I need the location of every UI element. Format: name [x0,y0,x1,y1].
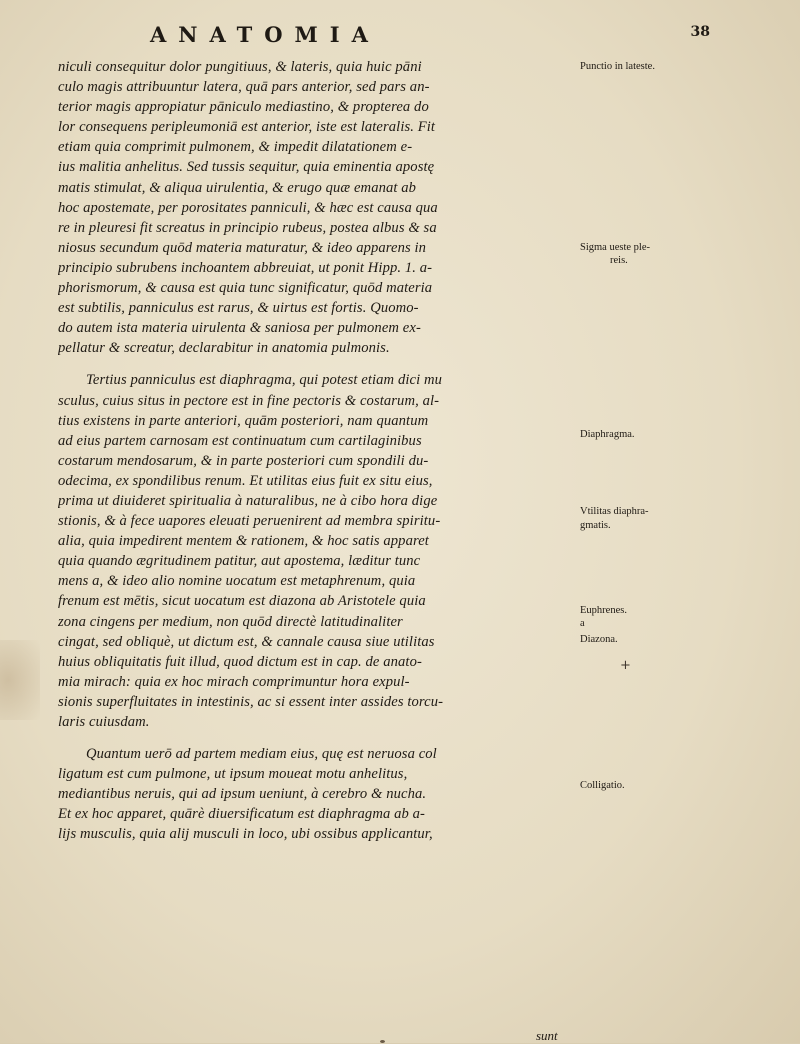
text-line: sionis superfluitates in intestinis, ac si essent inter assides torcu- [58,693,444,710]
text-line: cingat, sed obliquè, ut dictum est, & cannale causa siue utilitas [58,633,435,650]
text-line: alia, quia impedirent mentem & rationem, & hoc satis apparet [58,533,429,550]
text-line: etiam quia comprimit pulmonem, & impedit dilatationem e- [58,139,413,156]
main-text-column [58,57,598,857]
text-line: terior magis appropiatur pāniculo mediastino, & propterea do [58,99,429,116]
text-line: do autem ista materia uirulenta & saniosa per pulmonem ex- [58,320,421,337]
text-line: ius malitia anhelitus. Sed tussis sequitur, quia eminentia apostę [58,159,435,176]
margin-note: Punctio in lateste. [580,61,655,72]
text-line: mens a, & ideo alio nomine uocatum est metaphrenum, quia [58,573,416,590]
text-line: odecima, ex spondilibus renum. Et utilitas eius fuit ex situ eius, [58,472,433,489]
text-line: quia quando ægritudinem patitur, aut apostema, læditur tunc [58,553,421,570]
text-line: ad eius partem carnosam est continuatum cum cartilaginibus [58,432,422,449]
text-line: Tertius panniculus est diaphragma, qui potest etiam dici mu [86,372,443,389]
page-stain [0,640,40,720]
text-line: Et ex hoc apparet, quārè diuersificatum est diaphragma ab a- [58,806,426,823]
text-line: stionis, & à fece uapores eleuati peruenirent ad membra spiritu- [58,513,441,530]
text-line: mediantibus neruis, qui ad ipsum ueniunt, à cerebro & nucha. [58,786,427,803]
page-header [150,22,710,52]
paragraph-pars-media [58,744,598,844]
text-line: matis stimulat, & aliqua uirulentia, & erugo quæ emanat ab [58,179,417,196]
margin-note: gmatis. [580,520,611,531]
text-line: lor consequens peripleumoniā est anterior, iste est lateralis. Fit [58,119,436,136]
text-line: prima ut diuideret spiritualia à naturalibus, ne à cibo hora dige [58,492,438,509]
text-line: lijs musculis, quia alij musculi in loco, ubi ossibus applicantur, [58,826,433,843]
text-line: frenum est mētis, sicut uocatum est diazona ab Aristotele quia [58,593,426,610]
catchword: sunt [536,1028,558,1043]
text-line: principio subrubens inchoantem abbreuiat, ut ponit Hipp. 1. a- [58,259,433,276]
text-line: tius existens in parte anteriori, quām posteriori, nam quantum [58,412,429,429]
margin-note: Diaphragma. [580,429,635,440]
text-line: ligatum est cum pulmone, ut ipsum moueat motu anhelitus, [58,766,408,783]
text-line: niculi consequitur dolor pungitiuus, & lateris, quia huic pāni [58,59,422,75]
text-line: phorismorum, & causa est quia tunc significatur, quōd materia [58,280,433,297]
text-line: est subtilis, panniculus est rarus, & uirtus est fortis. Quomo- [58,300,419,317]
text-line: niosus secundum quōd materia maturatur, & ideo apparens in [58,239,427,256]
text-line: culo magis attribuuntur latera, quā pars anterior, sed pars an- [58,79,430,96]
text-line: re in pleuresi fit screatus in principio rubeus, postea albus & sa [58,219,437,236]
text-line: sculus, cuius situs in pectore est in fine pectoris & costarum, al- [58,392,440,409]
annotation-mark: + [620,658,631,673]
running-title: ANATOMIA [150,22,380,47]
text-line: costarum mendosarum, & in parte posteriori cum spondili du- [58,452,429,469]
margin-note: Diazona. [580,634,618,645]
margin-note: reis. [610,255,628,266]
paragraph-pleura [58,57,598,358]
page-number: 38 [690,24,710,40]
margin-note: Vtilitas diaphra- [580,506,649,517]
text-line: mia mirach: quia ex hoc mirach comprimuntur hora expul- [58,673,410,690]
text-line: zona cingens per medium, non quōd directè latitudinaliter [58,613,403,630]
margin-note: a [580,618,585,629]
text-line: huius obliquitatis fuit illud, quod dictum est in cap. de anato- [58,653,422,670]
margin-note: Sigma ueste ple- [580,242,650,253]
text-line: pellatur & screatur, declarabitur in anatomia pulmonis. [58,340,390,357]
margin-note: Euphrenes. [580,605,627,616]
text-line: Quantum uerō ad partem mediam eius, quę est neruosa col [86,746,437,763]
margin-note: Colligatio. [580,780,625,791]
paragraph-diaphragma [58,370,598,732]
text-line: hoc apostemate, per porositates panniculi, & hæc est causa qua [58,199,438,216]
text-line: laris cuiusdam. [58,714,150,730]
